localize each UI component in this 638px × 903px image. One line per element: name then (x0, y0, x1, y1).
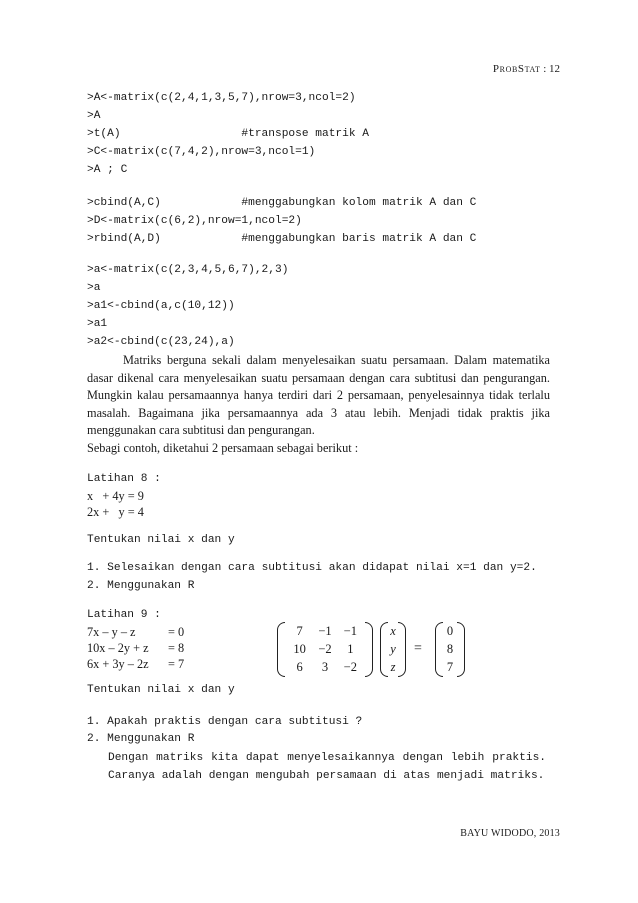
body-paragraph (87, 352, 550, 458)
code-line: >A (87, 110, 101, 122)
code-line: >t(A) #transpose matrik A (87, 128, 369, 140)
list-text: Selesaikan dengan cara subtitusi akan didapat nilai x=1 dan y=2. (107, 562, 537, 574)
code-line: >a1 (87, 318, 108, 330)
right-paren (365, 622, 373, 677)
code-line: >a1<-cbind(a,c(10,12)) (87, 300, 235, 312)
code-line: >D<-matrix(c(6,2),nrow=1,ncol=2) (87, 215, 302, 227)
list-text: Apakah praktis dengan cara subtitusi ? (107, 716, 363, 728)
vector-cell: y (390, 641, 396, 656)
right-paren (398, 622, 406, 677)
right-paren (457, 622, 465, 677)
list-item (87, 580, 194, 592)
list-number: 1. (87, 562, 101, 574)
vector-cell: 8 (446, 641, 454, 656)
coefficient-matrix (277, 622, 373, 677)
vector-cell: x (390, 623, 396, 638)
matrix-cell: 7 (296, 623, 303, 638)
equation-lhs: 6x + 3y – 2z (87, 657, 149, 671)
exercise-title: Latihan 9 : (87, 609, 161, 621)
code-line: >C<-matrix(c(7,4,2),nrow=3,ncol=1) (87, 146, 316, 158)
variable-vector (380, 622, 406, 677)
page-footer: BAYU WIDODO, 2013 (460, 828, 560, 839)
equation: 2x + y = 4 (87, 505, 144, 519)
matrix-cell: −2 (318, 641, 332, 656)
equation-lhs: 7x – y – z (87, 625, 136, 639)
code-line: >cbind(A,C) #menggabungkan kolom matrik A dan C (87, 197, 477, 209)
matrix-cell: −2 (343, 660, 357, 675)
list-number: 1. (87, 716, 101, 728)
note-text: Dengan matriks kita dapat menyelesaikannya dengan lebih praktis. Caranya adalah dengan mengubah persamaan di atas menjadi matriks. (108, 752, 546, 782)
task-text: Tentukan nilai x dan y (87, 534, 235, 546)
page-header (493, 63, 560, 75)
list-number: 2. (87, 733, 101, 745)
equals-sign: = (414, 641, 422, 656)
code-line: >rbind(A,D) #menggabungkan baris matrik A dan C (87, 233, 477, 245)
vector-cell: z (390, 660, 396, 675)
code-line: >a<-matrix(c(2,3,4,5,6,7),2,3) (87, 264, 289, 276)
list-number: 2. (87, 580, 101, 592)
equation-rhs: = 7 (168, 657, 185, 671)
matrix-cell: −1 (343, 623, 357, 638)
header-title: ProbStat (492, 63, 541, 75)
matrix-cell: 10 (293, 641, 306, 656)
equation-rhs: = 0 (168, 625, 185, 639)
page-number: : 12 (543, 63, 560, 75)
matrix-cell: 1 (347, 641, 354, 656)
constant-vector (435, 622, 465, 677)
list-text: Menggunakan R (107, 580, 195, 592)
code-line: >A<-matrix(c(2,4,1,3,5,7),nrow=3,ncol=2) (87, 92, 356, 104)
vector-cell: 7 (446, 660, 454, 675)
matrix-cell: 3 (321, 660, 329, 675)
matrix-cell: 6 (296, 660, 303, 675)
equation: x + 4y = 9 (87, 489, 144, 503)
list-item (87, 562, 537, 574)
paragraph-text: Matriks berguna sekali dalam menyelesaikan suatu persamaan. Dalam matematika dasar dikenal cara menyelesaikan suatu persamaan dengan cara subtitusi dan pengurangan. Mungkin kalau persamaannya hanya terdiri dari 2 persamaan, penyelesainnya tidak terlalu masalah. Bagaimana jika persamaannya ada 3 atau lebih. Menjadi tidak praktis jika menggunakan cara subtitusi dan pengurangan. (87, 353, 550, 438)
matrix-cell: −1 (318, 623, 332, 638)
code-line: >a (87, 282, 101, 294)
equation-lhs: 10x – 2y + z (87, 641, 149, 655)
list-item (87, 716, 362, 728)
exercise-title: Latihan 8 : (87, 473, 161, 485)
code-line: >a2<-cbind(c(23,24),a) (87, 336, 235, 348)
equation-rhs: = 8 (168, 641, 185, 655)
vector-cell: 0 (446, 623, 454, 638)
paragraph-last-line: Sebagi contoh, diketahui 2 persamaan sebagai berikut : (87, 440, 359, 455)
list-text: Menggunakan R (107, 733, 195, 745)
left-paren (277, 622, 285, 677)
list-item (87, 733, 194, 745)
code-line: >A ; C (87, 164, 128, 176)
task-text: Tentukan nilai x dan y (87, 684, 235, 696)
